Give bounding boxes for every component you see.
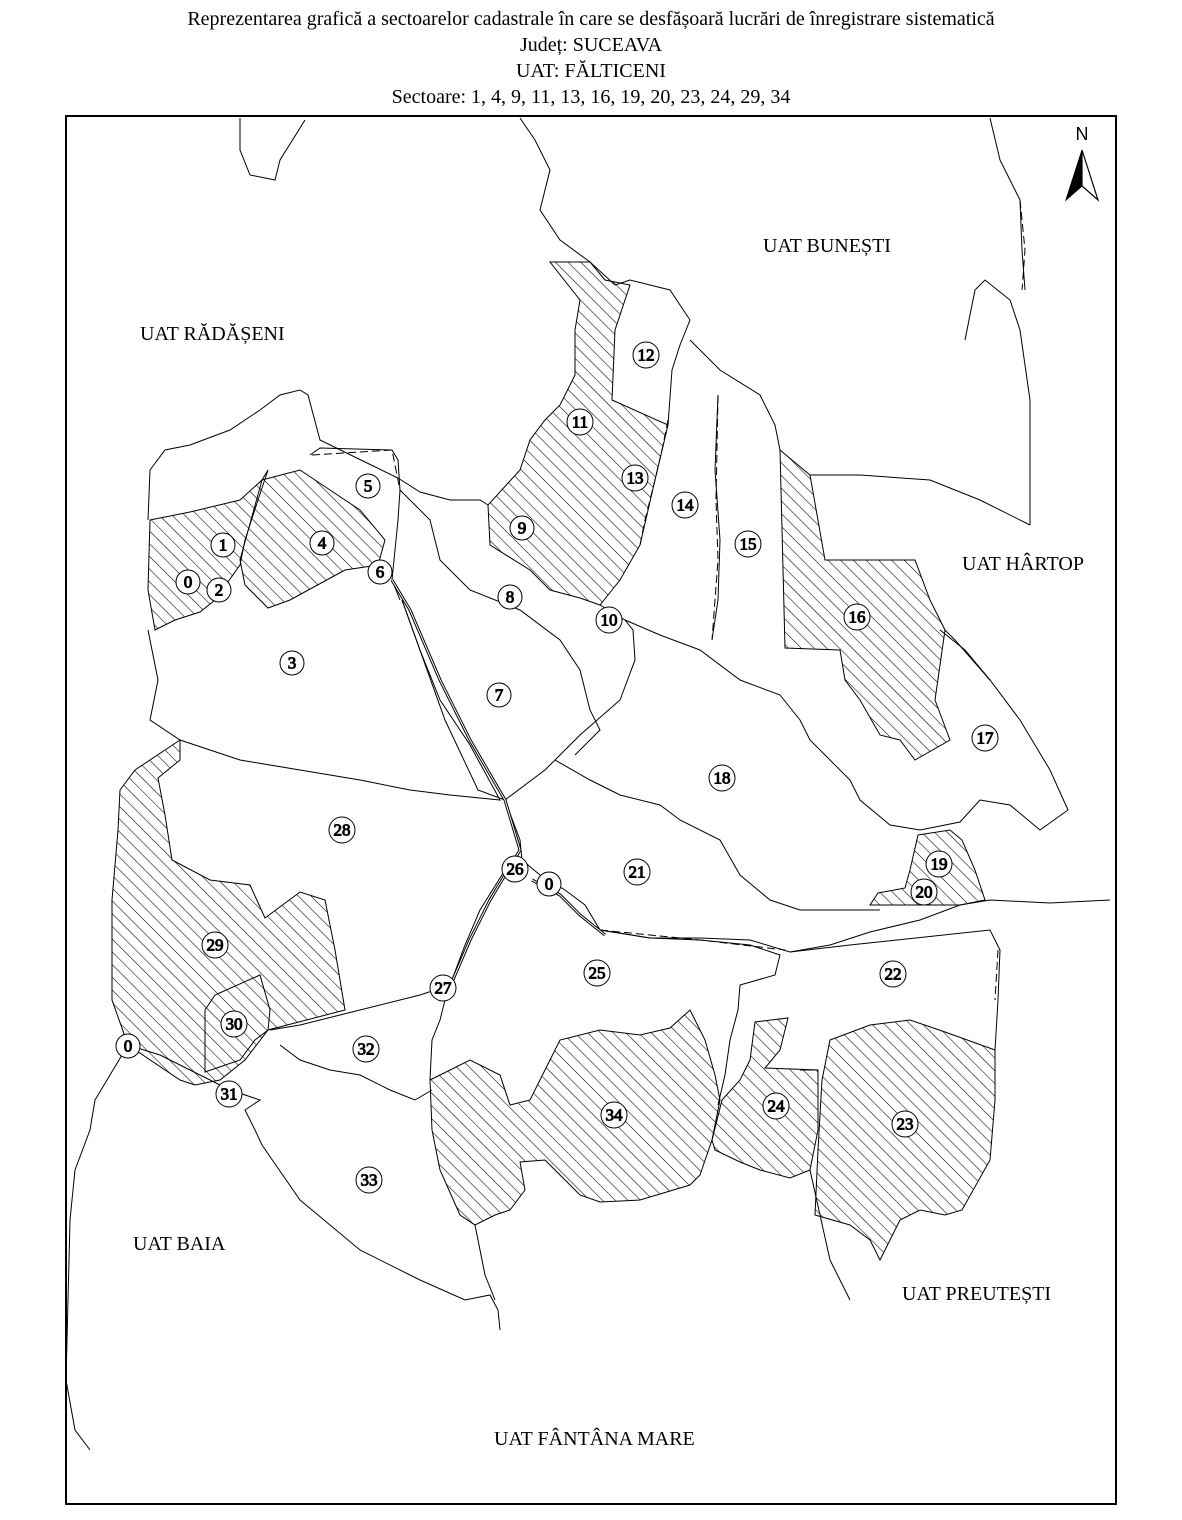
sector-9-label: 9 (517, 518, 527, 538)
sector-27-label: 27 (434, 978, 452, 998)
sector-28-label: 28 (333, 820, 351, 840)
sector-20-label: 20 (915, 882, 933, 902)
sector-18-marker (709, 765, 735, 791)
sector-13-label: 13 (626, 468, 644, 488)
sector-3-marker (280, 651, 304, 675)
sector-32-label: 32 (357, 1039, 375, 1059)
sector-25-marker (584, 960, 610, 986)
sector-27-marker (430, 975, 456, 1001)
sector-32-marker (353, 1036, 379, 1062)
sector-23-area (815, 1020, 995, 1260)
sector-34-marker (601, 1102, 627, 1128)
sector-7-label: 7 (494, 685, 504, 705)
sector-17-marker (972, 725, 998, 751)
sector-4-marker (310, 531, 334, 555)
sector-12-marker (633, 342, 659, 368)
sector-23-label: 23 (896, 1114, 914, 1134)
sector-1-marker (211, 533, 235, 557)
sector-30-marker (221, 1011, 247, 1037)
sector-16-marker (844, 604, 870, 630)
uat-hartop-label: UAT HÂRTOP (962, 553, 1084, 575)
sector-17-label: 17 (976, 728, 994, 748)
uat-radaseni-label: UAT RĂDĂȘENI (140, 323, 285, 345)
sector-28-marker (329, 817, 355, 843)
map-title: Reprezentarea grafică a sectoarelor cadastrale în care se desfășoară lucrări de înregistrare sistematică (187, 8, 995, 30)
sector-15-label: 15 (739, 534, 757, 554)
sector-11-marker (567, 409, 593, 435)
sector-2-marker (207, 578, 231, 602)
sector-33-marker (356, 1167, 382, 1193)
sector-15-marker (735, 531, 761, 557)
sector-5-marker (356, 474, 380, 498)
sector-16-area (780, 450, 950, 760)
roads (392, 580, 605, 1000)
sector-25-label: 25 (588, 963, 606, 983)
sector-29-label: 29 (206, 935, 224, 955)
uat-fantana-mare-label: UAT FÂNTÂNA MARE (494, 1428, 695, 1450)
sector-0-label: 0 (183, 572, 193, 592)
sector-0-center-label: 0 (544, 874, 554, 894)
sector-24-area (712, 1018, 818, 1178)
sector-10-label: 10 (600, 610, 618, 630)
sector-22-label: 22 (884, 964, 902, 984)
sector-0-marker-center (537, 872, 561, 896)
sector-7-marker (487, 683, 511, 707)
county-line: Județ: SUCEAVA (519, 34, 663, 56)
sector-16-label: 16 (848, 607, 866, 627)
sector-5-label: 5 (363, 476, 373, 496)
sector-12-label: 12 (637, 345, 655, 365)
sector-13-marker (622, 465, 648, 491)
sector-6-marker (368, 560, 392, 584)
uat-baia-label: UAT BAIA (133, 1233, 226, 1255)
sector-31-label: 31 (220, 1084, 238, 1104)
sector-26-marker (502, 856, 528, 882)
sector-34-area (430, 1010, 720, 1225)
sector-6-label: 6 (375, 562, 385, 582)
north-arrow-label: N (1075, 124, 1089, 144)
north-arrow (1066, 124, 1098, 200)
sector-9-marker (510, 516, 534, 540)
sector-14-marker (672, 492, 698, 518)
sector-2-label: 2 (214, 580, 224, 600)
sector-8-marker (498, 585, 522, 609)
sector-21-marker (624, 859, 650, 885)
sector-19-label: 19 (930, 854, 948, 874)
sector-3-label: 3 (287, 653, 297, 673)
sector-19-marker (926, 851, 952, 877)
sector-22-marker (880, 961, 906, 987)
sector-0-west-label: 0 (123, 1036, 133, 1056)
uat-line: UAT: FĂLTICENI (516, 60, 666, 82)
sector-11-label: 11 (571, 412, 589, 432)
sector-29-marker (202, 932, 228, 958)
sectors-line: Sectoare: 1, 4, 9, 11, 13, 16, 19, 20, 23, 24, 29, 34 (391, 86, 791, 108)
north-arrow-icon (1066, 150, 1082, 200)
sector-34-label: 34 (605, 1105, 623, 1125)
sector-33-label: 33 (360, 1170, 378, 1190)
sector-20-marker (911, 879, 937, 905)
sector-0-marker (176, 570, 200, 594)
uat-bunesti-label: UAT BUNEȘTI (763, 235, 891, 257)
sector-18-label: 18 (713, 768, 731, 788)
sector-1-label: 1 (218, 535, 228, 555)
sector-23-marker (892, 1111, 918, 1137)
sector-10-marker (596, 607, 622, 633)
uat-preutesti-label: UAT PREUTEȘTI (902, 1283, 1052, 1305)
sector-21-label: 21 (628, 862, 646, 882)
sector-31-marker (216, 1081, 242, 1107)
sector-0-marker-west (116, 1034, 140, 1058)
sector-8-label: 8 (505, 587, 515, 607)
sector-24-label: 24 (767, 1096, 785, 1116)
sector-4-label: 4 (317, 533, 327, 553)
sector-26-label: 26 (506, 859, 524, 879)
sector-30-label: 30 (225, 1014, 243, 1034)
sector-24-marker (763, 1093, 789, 1119)
sector-14-label: 14 (676, 495, 694, 515)
